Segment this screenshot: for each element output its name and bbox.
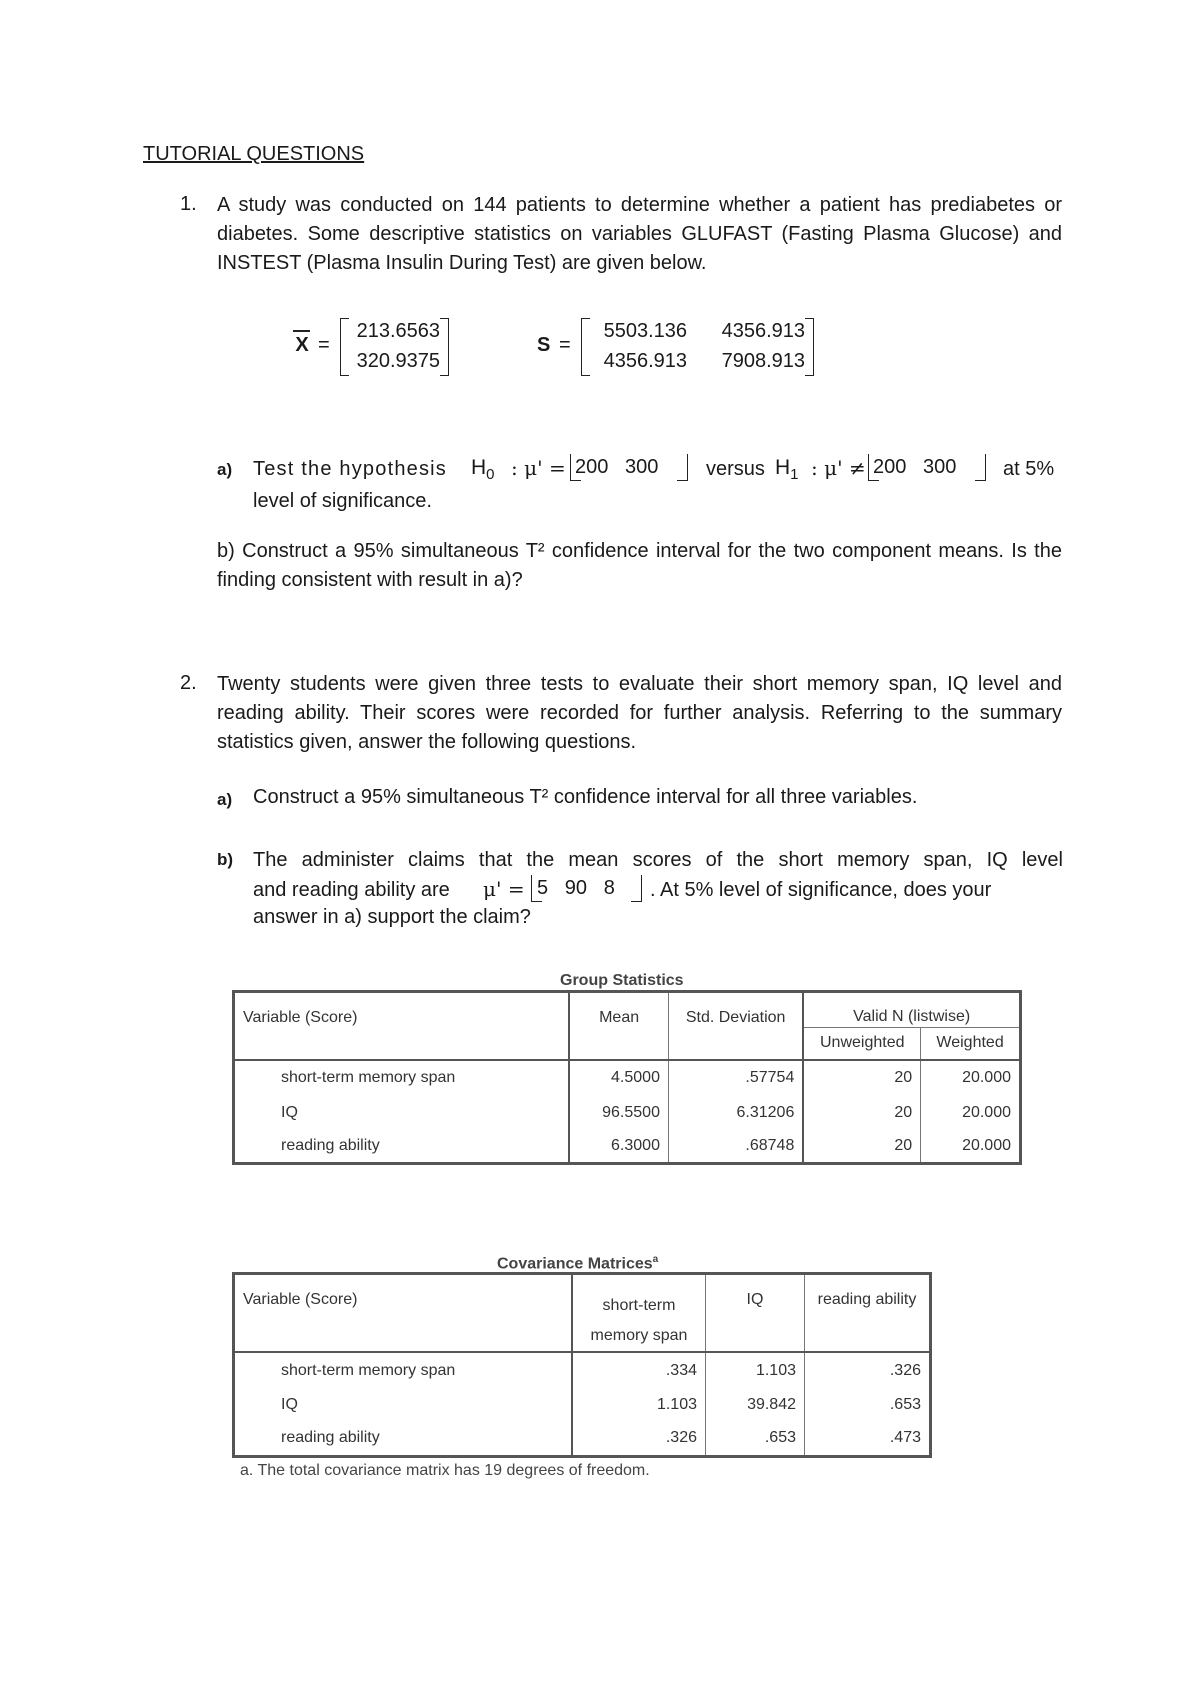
table-row xyxy=(234,1422,931,1456)
group-stats-table xyxy=(232,990,1022,1165)
xbar-right-bracket xyxy=(440,318,449,376)
gs-row3-var: reading ability xyxy=(234,1130,570,1164)
table-row xyxy=(234,1060,1021,1096)
s-cell-21: 4356.913 xyxy=(603,350,687,372)
q2-a-label: a) xyxy=(217,790,233,809)
s-cell-11: 5503.136 xyxy=(603,320,687,342)
q1-mu-ne: : μ' ≠ xyxy=(811,456,866,480)
cov-caption-text: Covariance Matrices xyxy=(497,1255,653,1273)
cov-header-stm xyxy=(572,1274,706,1353)
q1-versus: versus xyxy=(706,458,765,480)
q2-a-text: Construct a 95% simultaneous T² confidence interval for all three variables. xyxy=(253,786,918,808)
page-title: TUTORIAL QUESTIONS xyxy=(143,143,365,165)
xbar-overline xyxy=(293,330,310,332)
gs-header-mean: Mean xyxy=(569,992,668,1060)
gs-row2-unw: 20 xyxy=(803,1096,920,1130)
q1-h1: H xyxy=(775,456,791,479)
q1-a-text2: level of significance. xyxy=(253,490,432,512)
cov-table xyxy=(232,1272,932,1458)
q1-a-label: a) xyxy=(217,460,233,479)
cov-header-stm-1: short-term xyxy=(602,1297,676,1314)
q2-vec: 5 90 8 xyxy=(537,877,615,899)
gs-row1-unw: 20 xyxy=(803,1060,920,1096)
s-cell-12: 4356.913 xyxy=(721,320,805,342)
cov-row2-c3: .653 xyxy=(889,1396,921,1413)
q1-b-text: b) Construct a 95% simultaneous T² confidence interval for the two component means. Is the finding consistent with result in a)? xyxy=(217,540,1062,591)
gs-header-unweighted: Unweighted xyxy=(803,1028,920,1060)
q1-a-tail: at 5% xyxy=(1003,458,1055,480)
q2-b-line2 xyxy=(253,877,1063,909)
cov-row1-c1: .334 xyxy=(572,1352,706,1388)
cov-caption xyxy=(497,1254,658,1273)
q1-number: 1. xyxy=(180,193,197,215)
q1-vec: 200 300 xyxy=(575,456,659,478)
cov-row2-c2: 39.842 xyxy=(706,1388,805,1422)
q1-vec2-right xyxy=(975,454,986,481)
gs-row3-std: .68748 xyxy=(668,1130,803,1164)
q2-b-line1: The administer claims that the mean scores of the short memory span, IQ level xyxy=(253,849,1063,871)
q1-text: A study was conducted on 144 patients to determine whether a patient has prediabetes or diabetes. Some descriptive statistics on variables GLUFAST (Fasting Plasma Glucose) and INSTEST (Plasma Insulin During Test) are given below. xyxy=(217,194,1062,274)
cov-row1-var: short-term memory span xyxy=(234,1352,573,1388)
gs-row1-mean: 4.5000 xyxy=(569,1060,668,1096)
q2-mu-eq: μ' = xyxy=(483,877,525,901)
cov-row3-var: reading ability xyxy=(234,1422,573,1456)
q1-a-line1 xyxy=(253,456,1063,488)
table-row xyxy=(234,1096,1021,1130)
gs-row1-w: 20.000 xyxy=(962,1069,1011,1086)
gs-row3-unw: 20 xyxy=(803,1130,920,1164)
table-row xyxy=(234,1388,931,1422)
gs-row2-var: IQ xyxy=(234,1096,570,1130)
cov-row1-c3: .326 xyxy=(889,1361,921,1379)
cov-row2-c1: 1.103 xyxy=(572,1388,706,1422)
cov-header-stm-2: memory span xyxy=(590,1327,688,1344)
cov-row3-c2: .653 xyxy=(706,1422,805,1456)
cov-header-iq: IQ xyxy=(706,1274,805,1353)
q1-vec-right xyxy=(677,454,688,481)
cov-caption-sup: a xyxy=(652,1254,659,1265)
q1-h0-sub: 0 xyxy=(486,466,495,484)
q1-vec2: 200 300 xyxy=(873,456,957,478)
q2-b-post: . At 5% level of significance, does your xyxy=(650,879,992,901)
q2-vec-right xyxy=(631,875,642,902)
xbar-value-2: 320.9375 xyxy=(356,350,440,372)
q2-text: Twenty students were given three tests to evaluate their short memory span, IQ level and reading ability. Their scores were recorded for further analysis. Referring to the summary statistics given, answer the following questions. xyxy=(217,673,1062,753)
gs-row2-mean: 96.5500 xyxy=(569,1096,668,1130)
gs-row1-var: short-term memory span xyxy=(234,1060,570,1096)
cov-header-variable: Variable (Score) xyxy=(234,1274,573,1353)
cov-row1-c2: 1.103 xyxy=(706,1352,805,1388)
gs-row3-w: 20.000 xyxy=(962,1136,1011,1154)
s-cell-22: 7908.913 xyxy=(721,350,805,372)
cov-header-reading: reading ability xyxy=(805,1274,931,1353)
cov-footnote: a. The total covariance matrix has 19 degrees of freedom. xyxy=(240,1462,650,1479)
cov-row2-var: IQ xyxy=(234,1388,573,1422)
cov-row3-c3: .473 xyxy=(889,1429,921,1447)
q2-number: 2. xyxy=(180,672,197,694)
q1-h1-sub: 1 xyxy=(790,466,799,484)
xbar-label: X xyxy=(295,334,309,356)
s-equals: = xyxy=(559,334,571,356)
gs-header-variable: Variable (Score) xyxy=(234,992,570,1060)
gs-row1-std: .57754 xyxy=(668,1060,803,1096)
s-label: S xyxy=(537,334,551,356)
gs-row2-w: 20.000 xyxy=(962,1103,1011,1121)
xbar-value-1: 213.6563 xyxy=(356,320,440,342)
gs-header-weighted: Weighted xyxy=(921,1028,1021,1060)
q2-b-line3: answer in a) support the claim? xyxy=(253,906,531,928)
q1-mu-eq: : μ' = xyxy=(511,456,566,480)
group-stats-caption: Group Statistics xyxy=(560,972,684,989)
table-row xyxy=(234,1130,1021,1164)
gs-row2-std: 6.31206 xyxy=(668,1096,803,1130)
cov-row3-c1: .326 xyxy=(572,1422,706,1456)
q1-h0: H xyxy=(471,456,487,479)
gs-header-std: Std. Deviation xyxy=(668,992,803,1060)
s-right-bracket xyxy=(805,318,814,376)
q2-b-label: b) xyxy=(217,850,234,869)
table-row xyxy=(234,1352,931,1388)
gs-row3-mean: 6.3000 xyxy=(569,1130,668,1164)
q1-a-text1: Test the hypothesis xyxy=(253,458,448,480)
q2-b-pre: and reading ability are xyxy=(253,879,450,901)
gs-header-validn: Valid N (listwise) xyxy=(803,992,1020,1028)
xbar-equals: = xyxy=(318,334,330,356)
